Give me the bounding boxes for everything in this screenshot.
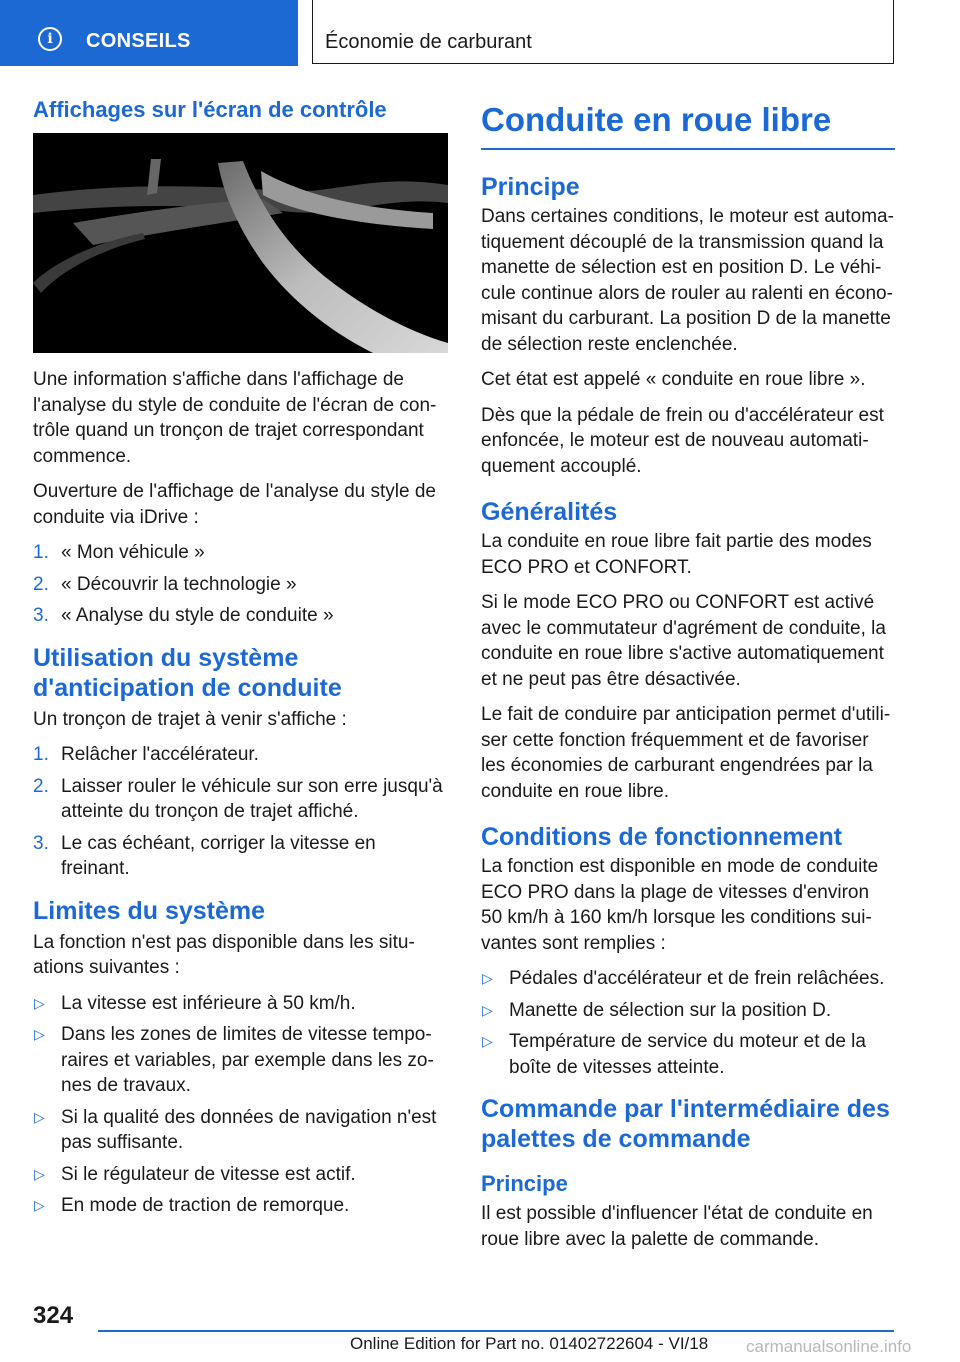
watermark: carmanualsonline.info bbox=[746, 1337, 912, 1356]
item-text: En mode de traction de remorque. bbox=[61, 1195, 350, 1216]
paragraph: La fonction n'est pas disponible dans les situations suivantes : bbox=[33, 931, 415, 978]
triangle-bullet-icon: ▷ bbox=[482, 971, 493, 987]
item-text: Si le régulateur de vitesse est actif. bbox=[61, 1163, 356, 1185]
step-number: 1. bbox=[33, 542, 49, 563]
step-text: Laisser rouler le véhicule sur son erre jusqu'à atteinte du tronçon de trajet affiché. bbox=[61, 775, 443, 822]
heading-limits: Limites du système bbox=[33, 896, 266, 925]
steps-list-usage bbox=[33, 742, 448, 882]
section-tab bbox=[0, 0, 298, 66]
paragraph: Il est possible d'influencer l'état de conduite en roue libre avec la palette de commande. bbox=[481, 1203, 873, 1250]
paragraph: Ouverture de l'affichage de l'analyse du style de conduite via iDrive : bbox=[33, 481, 436, 528]
paragraph: La conduite en roue libre fait partie des modes ECO PRO et CONFORT. bbox=[481, 531, 872, 578]
paragraph: Une information s'affiche dans l'affichage de l'analyse du style de conduite de l'écran de contrôle quand un tronçon de trajet correspondant commence. bbox=[33, 369, 437, 467]
paragraph: Un tronçon de trajet à venir s'affiche : bbox=[33, 708, 347, 730]
step-number: 3. bbox=[33, 832, 49, 854]
list-item bbox=[33, 572, 448, 598]
section-title: CONSEILS bbox=[86, 30, 191, 52]
item-text: Dans les zones de limites de vitesse temporaires et variables, par exemple dans les zones de travaux. bbox=[61, 1024, 434, 1096]
heading-display: Affichages sur l'écran de contrôle bbox=[33, 97, 387, 122]
info-icon: i bbox=[38, 27, 62, 51]
item-text: Si la qualité des données de navigation n'est pas suffisante. bbox=[61, 1106, 437, 1153]
chapter-title: Économie de carburant bbox=[325, 31, 532, 53]
step-number: 2. bbox=[33, 775, 49, 797]
list-item bbox=[33, 1193, 448, 1219]
footer-rule bbox=[98, 1330, 894, 1332]
list-item bbox=[481, 998, 895, 1024]
step-number: 1. bbox=[33, 744, 49, 765]
step-text: « Analyse du style de conduite » bbox=[61, 605, 334, 626]
item-text: Température de service du moteur et de la boîte de vitesses atteinte. bbox=[509, 1031, 866, 1078]
list-item bbox=[33, 1022, 448, 1099]
list-item bbox=[33, 1105, 448, 1156]
triangle-bullet-icon: ▷ bbox=[34, 1198, 45, 1214]
paragraph: La fonction est disponible en mode de conduite ECO PRO dans la plage de vitesses d'environ 50 km/h à 160 km/h lorsque les conditions suivantes sont remplies : bbox=[481, 856, 879, 954]
list-item bbox=[33, 742, 448, 768]
triangle-bullet-icon: ▷ bbox=[482, 1002, 493, 1019]
heading-conditions: Conditions de fonctionnement bbox=[481, 823, 843, 851]
edition-text: Online Edition for Part no. 01402722604 - VI/18 bbox=[350, 1334, 709, 1353]
triangle-bullet-icon: ▷ bbox=[482, 1034, 493, 1050]
heading-general: Généralités bbox=[481, 498, 618, 526]
paragraph: Si le mode ECO PRO ou CONFORT est activé avec le commutateur d'agrément de conduite, la conduite en roue libre s'active automatiquement et ne peut pas être désactivée. bbox=[481, 592, 886, 690]
list-item bbox=[481, 1029, 895, 1080]
triangle-bullet-icon: ▷ bbox=[34, 1027, 45, 1043]
step-number: 2. bbox=[33, 573, 49, 595]
left-column bbox=[33, 96, 448, 1229]
list-item bbox=[33, 774, 448, 825]
item-text: Pédales d'accélérateur et de frein relâchées. bbox=[509, 968, 885, 989]
step-text: Le cas échéant, corriger la vitesse en freinant. bbox=[61, 832, 376, 879]
road-illustration bbox=[33, 133, 448, 353]
chapter-box bbox=[312, 0, 894, 64]
heading-utilisation: Utilisation du système d'anticipation de conduite bbox=[33, 643, 342, 702]
list-item bbox=[33, 603, 448, 629]
conditions-list bbox=[481, 966, 895, 1080]
list-item bbox=[33, 991, 448, 1017]
page-title: Conduite en roue libre bbox=[481, 100, 895, 150]
steps-list-idrive bbox=[33, 540, 448, 629]
road-illustration-graphic bbox=[33, 133, 448, 353]
triangle-bullet-icon: ▷ bbox=[34, 1166, 45, 1183]
step-text: « Mon véhicule » bbox=[61, 542, 205, 563]
list-item bbox=[33, 1162, 448, 1188]
page-number: 324 bbox=[33, 1302, 74, 1329]
heading-principe-2: Principe bbox=[481, 1171, 568, 1196]
heading-principe: Principe bbox=[481, 173, 580, 201]
paragraph: Dans certaines conditions, le moteur est automatiquement découplé de la transmission quand la manette de sélection est en position D. Le véhicule continue alors de rouler au ralenti en économisant du carburant. La position D de la manette de sélection reste enclenchée. bbox=[481, 206, 894, 355]
right-column bbox=[481, 100, 895, 1262]
item-text: Manette de sélection sur la position D. bbox=[509, 999, 832, 1021]
step-text: Relâcher l'accélérateur. bbox=[61, 744, 259, 765]
list-item bbox=[481, 966, 895, 992]
triangle-bullet-icon: ▷ bbox=[34, 1109, 45, 1126]
step-number: 3. bbox=[33, 605, 49, 626]
limits-list bbox=[33, 991, 448, 1219]
paragraph: Le fait de conduire par anticipation permet d'utiliser cette fonction fréquemment et de favoriser les économies de carburant engendrées par la conduite en roue libre. bbox=[481, 704, 891, 802]
list-item bbox=[33, 540, 448, 566]
heading-commande: Commande par l'intermédiaire des palettes de commande bbox=[481, 1095, 890, 1153]
list-item bbox=[33, 831, 448, 882]
step-text: « Découvrir la technologie » bbox=[61, 573, 297, 595]
triangle-bullet-icon: ▷ bbox=[34, 995, 45, 1012]
paragraph: Dès que la pédale de frein ou d'accélérateur est enfoncée, le moteur est de nouveau automatiquement accouplé. bbox=[481, 404, 884, 477]
paragraph: Cet état est appelé « conduite en roue libre ». bbox=[481, 369, 866, 390]
item-text: La vitesse est inférieure à 50 km/h. bbox=[61, 992, 356, 1014]
